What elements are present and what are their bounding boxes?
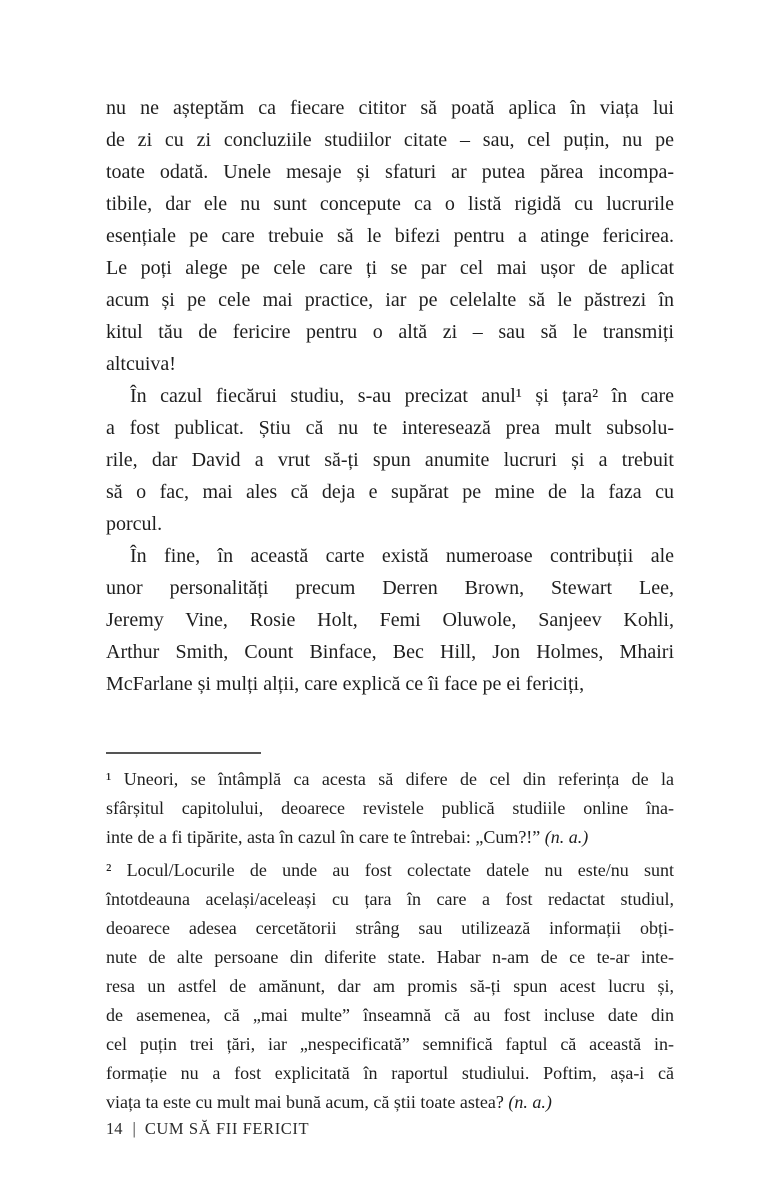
text-line <box>106 1088 674 1117</box>
text-line: sfârșitul capitolului, deoarece revistele publică studiile online îna- <box>106 798 674 818</box>
footnote-separator <box>106 752 261 754</box>
footnotes-section <box>106 765 674 1117</box>
paragraph-2 <box>106 380 674 540</box>
text-line: În fine, în această carte există numeroase contribuții ale <box>130 545 674 567</box>
page-text-block <box>106 92 674 1117</box>
footnote-2 <box>106 856 674 1117</box>
text-segment: inte de a fi tipărite, asta în cazul în care te întrebai: „Cum?!” <box>106 827 545 847</box>
text-line: unor personalități precum Derren Brown, Stewart Lee, <box>106 577 674 599</box>
page-number: 14 <box>106 1119 123 1138</box>
text-line: să o fac, mai ales că deja e supărat pe mine de la faza cu <box>106 481 674 503</box>
paragraph-1 <box>106 92 674 380</box>
text-line: kitul tău de fericire pentru o altă zi – sau să le transmiți <box>106 321 674 343</box>
text-line: nute de alte persoane din diferite state. Habar n-am de ce te-ar inte- <box>106 947 674 967</box>
text-line: acum și pe cele mai practice, iar pe celelalte să le păstrezi în <box>106 289 674 311</box>
text-line: McFarlane și mulți alții, care explică ce îi face pe ei fericiți, <box>106 673 585 695</box>
text-line: porcul. <box>106 513 163 535</box>
text-line: rile, dar David a vrut să-ți spun anumite lucruri și a trebuit <box>106 449 674 471</box>
footnote-1 <box>106 765 674 852</box>
text-line: deoarece adesea cercetătorii strâng sau utilizează informații obți- <box>106 918 674 938</box>
text-line: de zi cu zi concluziile studiilor citate – sau, cel puțin, nu pe <box>106 129 674 151</box>
text-line: resa un astfel de amănunt, dar am promis să-ți spun acest lucru și, <box>106 976 674 996</box>
text-line: formație nu a fost explicitată în raportul studiului. Poftim, așa-i că <box>106 1063 674 1083</box>
text-line: de asemenea, că „mai multe” înseamnă că au fost incluse date din <box>106 1005 674 1025</box>
text-line: Jeremy Vine, Rosie Holt, Femi Oluwole, Sanjeev Kohli, <box>106 609 674 631</box>
text-line: ² Locul/Locurile de unde au fost colectate datele nu este/nu sunt <box>106 860 674 880</box>
body-text <box>106 92 674 700</box>
page-footer <box>106 1118 309 1140</box>
text-line: Arthur Smith, Count Binface, Bec Hill, Jon Holmes, Mhairi <box>106 641 674 663</box>
text-line: Le poți alege pe cele care ți se par cel mai ușor de aplicat <box>106 257 674 279</box>
text-line: altcuiva! <box>106 353 176 375</box>
text-line: a fost publicat. Știu că nu te interesează prea mult subsolu- <box>106 417 674 439</box>
text-line: ¹ Uneori, se întâmplă ca acesta să difere de cel din referința de la <box>106 769 674 789</box>
text-line: cel puțin trei țări, iar „nespecificată” semnifică faptul că această in- <box>106 1034 674 1054</box>
text-line: nu ne așteptăm ca fiecare cititor să poată aplica în viața lui <box>106 97 674 119</box>
footer-divider: | <box>132 1119 136 1138</box>
text-segment: viața ta este cu mult mai bună acum, că știi toate astea? <box>106 1092 509 1112</box>
text-line: esențiale pe care trebuie să le bifezi pentru a atinge fericirea. <box>106 225 674 247</box>
author-note: (n. a.) <box>544 827 589 847</box>
text-line: tibile, dar ele nu sunt concepute ca o listă rigidă cu lucrurile <box>106 193 674 215</box>
text-line: toate odată. Unele mesaje și sfaturi ar putea părea incompa- <box>106 161 674 183</box>
running-title: CUM SĂ FII FERICIT <box>144 1119 310 1138</box>
author-note: (n. a.) <box>508 1092 552 1112</box>
text-line <box>106 823 674 852</box>
paragraph-3 <box>106 540 674 700</box>
text-line: întotdeauna același/aceleași cu țara în care a fost redactat studiul, <box>106 889 674 909</box>
text-line: În cazul fiecărui studiu, s-au precizat anul¹ și țara² în care <box>130 385 674 407</box>
